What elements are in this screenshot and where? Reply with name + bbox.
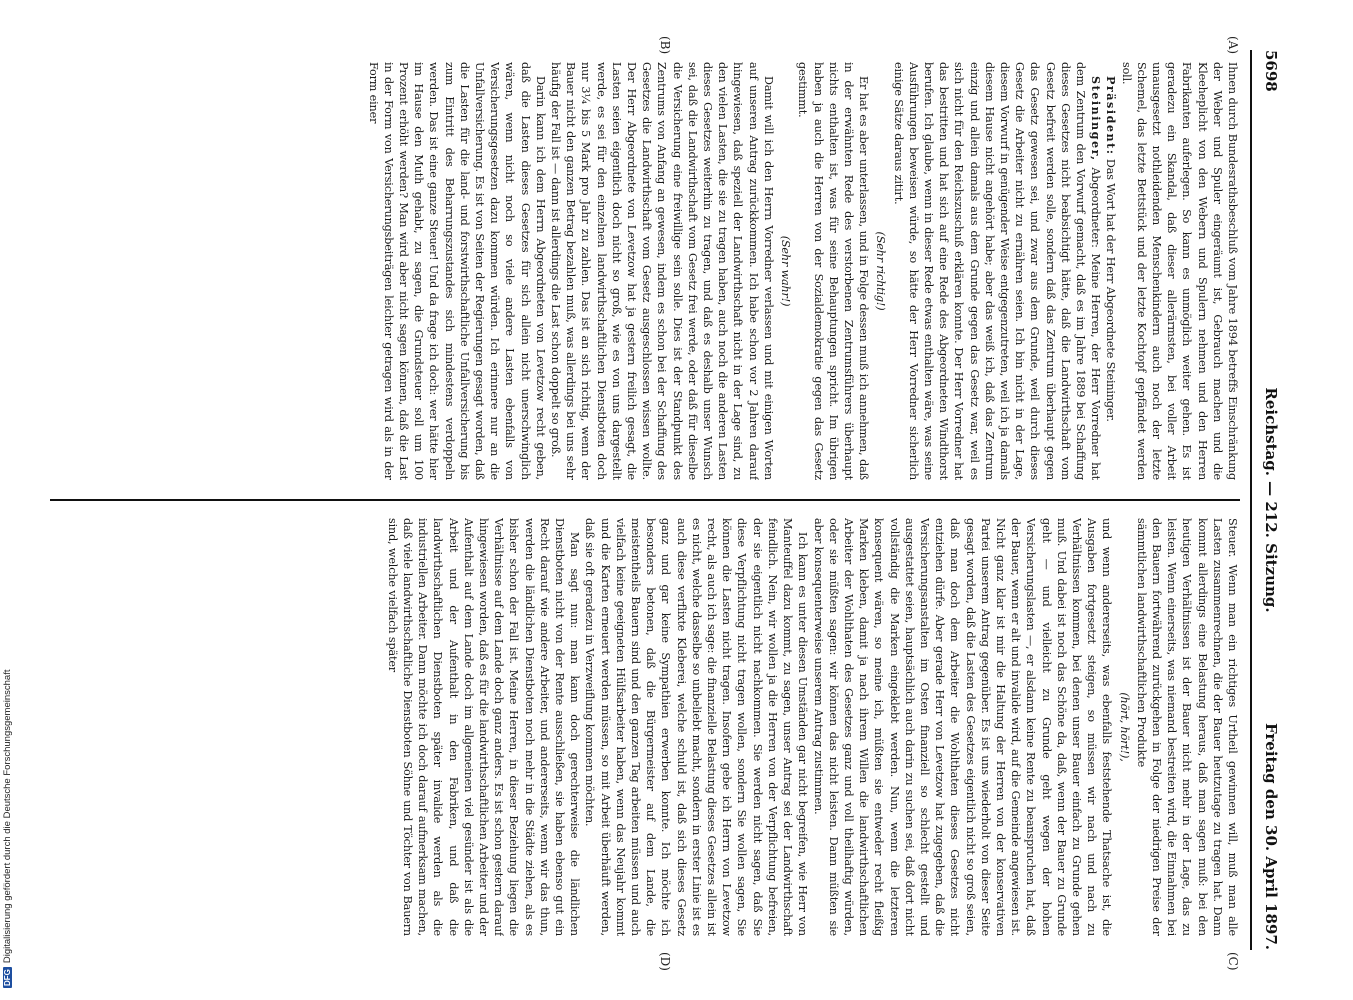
header-rule <box>1250 50 1252 950</box>
interjection: (Sehr richtig!) <box>874 231 888 311</box>
dfg-logo: DFG <box>3 969 12 986</box>
right-text-column <box>50 518 1240 936</box>
paragraph: Ich kann es unter diesen Umständen gar nicht begreifen, wie Herr von Manteuffel dazu kommt, zu sagen, unser Antrag sei der Landwirthschaft feindlich. Nein, wir wollen ja die Herren von der Verpflichtung befreien, der sie eigentlich nicht nachkommen. Sie werden nicht sagen, daß Sie diese Verpflichtung nicht tragen wollen, sondern Sie wollen sagen, Sie können die Lasten nicht tragen. Insofern gebe ich Herrn von Levetzow recht, als auch ich sage: die finanzielle Belastung dieses Gesetzes allein ist es nicht, welche dasselbe so unbeliebt macht, sondern in erster Linie ist es auch diese verflixte Kleberei, welche schuld ist, daß sich dieses Gesetz ganz und gar keine Sympathien erwerben konnte. Ich möchte ich besonders betonen, daß die Bürgermeister auf dem Lande, die meistentheils Bauern sind und den ganzen Tag arbeiten müssen und auch vielfach keine geeigneten Hülfsarbeiter haben, wenn das Neujahr kommt und die Karten erneuert werden müssen, so mit Arbeit überhäuft werden, daß sie oft geradezu in Verzweiflung kommen möchten. <box>583 518 810 936</box>
paragraph <box>890 62 1103 480</box>
paragraph: Ihnen durch Bundesrathsbeschluß vom Jahre 1894 betreffs Einschränkung der Weber und Spuler eingeräumt ist, Gebrauch machen und die Kleeheplicht von den Webern und Spulern nehmen und den Herren Fabrikanten auferlegen. So kann es unmöglich weiter gehen. Es ist geradezu ein Skandal, daß dieser allerärmsten, bei voller Arbeit unausgesetzt nothleidenden Menschenkindern auch noch der letzte Schemel, das letzte Bettstück und der letzte Kochtopf gepfändet werden soll. <box>1119 62 1239 480</box>
paragraph: Er hat es aber unterlassen, und in Folge dessen muß ich annehmen, daß in der erwähnten Rede des verstorbenen Zentrumsführers überhaupt nichts enthalten ist, was für seine Behauptungen spricht. Im übrigen haben ja auch die Herren von der Sozialdemokratie gegen das Gesetz gestimmt. <box>796 62 871 480</box>
speaker-name: Steininger, <box>1089 76 1104 162</box>
paragraph: Damit will ich den Herrn Vorredner verlassen und mit einigen Worten auf unseren Antrag zurückkommen. Ich habe schon vor 2 Jahren darauf hingewiesen, daß speziell der Landwirthschaft nicht in der Lage sind, zu den vielen Lasten, die sie zu tragen haben, auch noch die anderen Lasten dieses Gesetzes weiterhin zu tragen, und daß es deshalb unser Wunsch sei, daß die Landwirthschaft vom Gesetz frei werde, oder daß für dieselbe die Versicherung eine freiwillige sein solle. Dies ist der Standpunkt des Zentrums von Anfang an gewesen, indem es schon bei der Schaffung des Gesetzes die Landwirthschaft vom Gesetz ausgeschlossen wissen wollte. Der Herr Abgeordnete von Levetzow hat ja gestern freilich gesagt, die Lasten seien eigentlich doch nicht so groß, wie es von uns dargestellt werde, es sei für den einzelnen landwirthschaftlichen Dienstboten doch nur 3¼ bis 5 Mark pro Jahr zu zahlen. Das ist an sich richtig, wenn der Bauer nicht den ganzen Betrag bezahlen muß, was allerdings bei uns sehr häufig der Fall ist — dann ist allerdings die Last schon doppelt so groß. <box>549 62 775 480</box>
digitization-footer <box>0 0 20 1000</box>
paragraph: Steuer. Wenn man ein richtiges Urtheil gewinnen will, muß man alle Lasten zusammenrechnen, die der Bauer heutzutage zu tragen hat. Dann kommt allerdings eine Belastung heraus, daß man sagen muß: bei den heutigen Verhältnissen ist der Bauer nicht mehr in der Lage, das zu leisten. Wenn einerseits, was niemand bestreiten wird, die Einnahmen bei den Bauern fortwährend zurückgehen in Folge der niedrigen Preise der sämmtlichen landwirthschaftlichen Produkte <box>1134 518 1239 936</box>
interjection: (Sehr wahr!) <box>779 235 793 307</box>
paragraph <box>1103 62 1118 480</box>
column-divider <box>50 499 1240 501</box>
page-number: 5698 <box>1262 50 1280 92</box>
margin-marker-d: (D) <box>658 952 672 971</box>
margin-marker-c: (C) <box>1226 952 1240 971</box>
interjection: (hört, hört!), <box>1117 692 1131 762</box>
page-header <box>1256 50 1282 950</box>
page-date: Freitag den 30. April 1897. <box>1262 723 1280 950</box>
margin-marker-b: (B) <box>658 36 672 55</box>
margin-marker-a: (A) <box>1226 36 1240 55</box>
paragraph: Man sagt nun: man kann doch gerechterweise die ländlichen Dienstboten nicht von der Rente ausschließen, sie haben ebenso gut ein Recht darauf wie andere Arbeiter, und andererseits, wenn wir das thun, werden die ländlichen Dienstboten noch mehr in die Städte ziehen, als es bisher schon der Fall ist. Meine Herren, in dieser Beziehung liegen die Verhältnisse auf dem Lande doch ganz anders. Es ist schon gestern darauf hingewiesen worden, daß es für die landwirthschaftlichen Arbeiter und der Aufenthalt auf dem Lande doch im allgemeinen viel gesünder ist als die Arbeit und der Aufenthalt in den Fabriken, und daß die landwirthschaftlichen Dienstboten später invalide werden als die industriellen Arbeiter. Dann möchte ich doch darauf aufmerksam machen, daß viele landwirthschaftliche Dienstboten Söhne und Töchter von Bauern sind, welche vielfach später <box>385 518 582 936</box>
speaker-name: Präsident: <box>1104 76 1119 156</box>
footer-text: Digitalisierung gefördert durch die Deutsche Forschungsgemeinschaft <box>2 669 13 964</box>
paragraph: Darin kann ich dem Herrn Abgeordneten von Levetzow recht geben, daß die Lasten dieses Gesetzes für sich allein nicht unerschwinglich wären, wenn nicht noch so viele andere Lasten ebenfalls von Versicherungsgesetzen dazu kommen würden. Ich erinnere nur an die Unfallversicherung. Es ist von Seiten der Regierungen gesagt worden, daß die Lasten für die land- und forstwirthschaftliche Unfallversicherung bis zum Eintritt des Beharrungszustandes sich mindestens verdoppeln werden. Das ist eine ganze Steuer! Und da frage ich doch: wer hätte hier im Hause den Muth gehabt, zu sagen, die Grundsteuer soll um 100 Prozent erhöht werden? Man wird aber nicht sagen können, daß die Last in der Form von Versicherungsbeiträgen leichter getragen wird als in der Form einer <box>366 62 547 480</box>
paragraph: und wenn andererseits, was ebenfalls feststehende Thatsache ist, die Ausgaben fortgesetzt steigen, so müssen wir nach und nach zu Verhältnissen kommen, bei denen unser Bauer einfach zu Grunde gehen muß. Und dabei ist noch das Schöne da, daß, wenn der Bauer zu Grunde geht — und vielleicht zu Grunde geht wegen der hohen Versicherungslasten —, er alsdann keine Rente zu beanspruchen hat, daß der Bauer, wenn er alt und invalide wird, auf die Gemeinde angewiesen ist. Nicht ganz klar ist mir die Haltung der Herren von der konservativen Partei unserem Antrag gegenüber. Es ist uns wiederholt von dieser Seite gesagt worden, daß die Lasten des Gesetzes eigentlich nicht so groß seien, daß man doch dem Arbeiter die Wohlthaten dieses Gesetzes nicht entziehen dürfe. Aber gerade Herr von Levetzow hat zugegeben, daß die Versicherungsanstalten im Osten finanziell so schlecht gestellt und ausgestattet seien, hauptsächlich auch darin zu suchen sei, daß dort nicht vollständig die Marken eingeklebt werden. Nun, wenn die letzteren konsequent wären, so meine ich, müßten sie entweder recht fleißig Marken kleben, damit ja nach ihrem Willen die landwirthschaftlichen Arbeiter der Wohlthaten des Gesetzes ganz und voll theilhaftig würden, oder sie müßten sagen: wir können das nicht leisten. Dann müßten sie aber konsequenterweise unserem Antrag zustimmen. <box>811 518 1114 936</box>
page-title: Reichstag. — 212. Sitzung. <box>1262 387 1280 613</box>
speech-text: Das Wort hat der Herr Abgeordnete Steininger. <box>1104 155 1118 422</box>
left-text-column <box>50 62 1240 480</box>
speech-text: Abgeordneter: Meine Herren, der Herr Vorredner hat dem Zentrum den Vorwurf gemacht, daß es im Jahre 1889 bei Schaffung dieses Gesetzes nicht beabsichtigt hätte, daß die Landwirthschaft vom Gesetz befreit werden solle, sondern daß das Zentrum überhaupt gegen das Gesetz gewesen sei, und zwar aus dem Grunde, weil durch dieses Gesetz die Arbeiter nicht zu ernähren seien. Ich bin nicht in der Lage, diesem Vorwurf in genügender Weise entgegenzutreten, weil ich ja damals diesem Hause nicht angehört habe; aber das weiß ich, daß das Zentrum einzig und allein damals aus dem Grunde gegen das Gesetz war, weil es sich nicht für den Reichszuschuß erklären konnte. Der Herr Vorredner hat das bestritten und hat sich auf eine Rede des Abgeordneten Windthorst berufen. Ich glaube, wenn in dieser Rede etwas enthalten wäre, was seine Ausführungen beweisen würde, so hätte der Herr Vorredner sicherlich einige Sätze daraus zitirt. <box>891 62 1103 480</box>
